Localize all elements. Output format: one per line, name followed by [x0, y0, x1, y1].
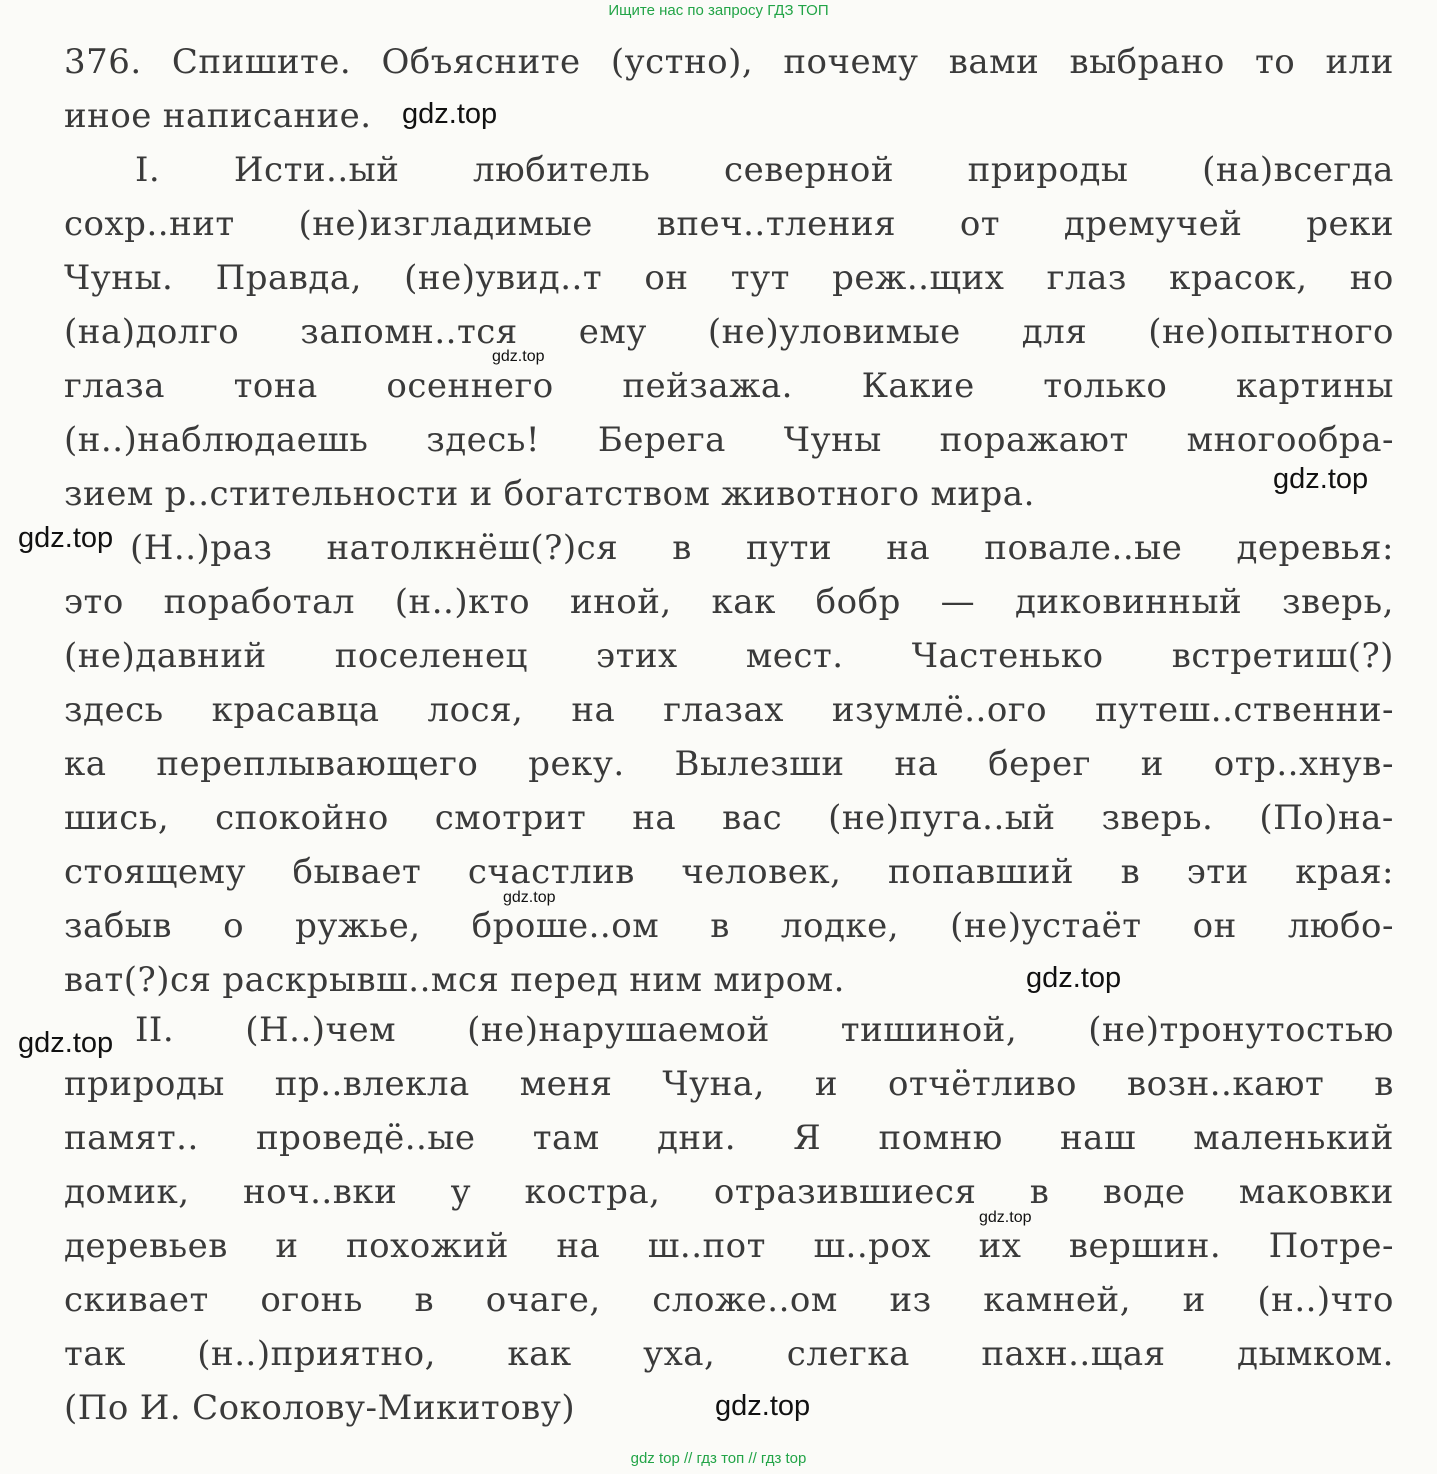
word: и: [814, 1064, 838, 1104]
word: иное: [64, 96, 152, 136]
word: маковки: [1238, 1172, 1394, 1212]
watermark: gdz.top: [492, 348, 545, 365]
word: из: [889, 1280, 932, 1320]
word: ружье,: [295, 906, 421, 946]
word: Чуны: [783, 420, 882, 460]
word: забыв: [64, 906, 172, 946]
word: попавший: [887, 852, 1075, 892]
search-hint-banner: Ищите нас по запросу ГДЗ ТОП: [608, 2, 829, 19]
word: дни.: [656, 1118, 737, 1158]
watermark: gdz.top: [18, 1027, 114, 1059]
word: как: [711, 582, 776, 622]
word: р..стительности: [164, 474, 459, 514]
text-line: [64, 845, 1394, 899]
word: иной,: [569, 582, 672, 622]
word: 376.: [64, 42, 142, 82]
word: красок,: [1169, 258, 1308, 298]
watermark: gdz.top: [715, 1390, 811, 1422]
watermark: gdz.top: [1026, 962, 1122, 994]
word: здесь!: [426, 420, 541, 460]
word: зверь,: [1282, 582, 1394, 622]
word: (н..)приятно,: [197, 1334, 436, 1374]
word: в: [414, 1280, 435, 1320]
word: очаге,: [485, 1280, 601, 1320]
word: как: [507, 1334, 572, 1374]
word: северной: [724, 150, 895, 190]
text-line: [64, 683, 1394, 737]
word: вами: [948, 42, 1040, 82]
word: костра,: [524, 1172, 661, 1212]
word: осеннего: [386, 366, 554, 406]
word: реку.: [528, 744, 625, 784]
word: наш: [1060, 1118, 1137, 1158]
word: вершин.: [1068, 1226, 1222, 1266]
word: похожий: [346, 1226, 509, 1266]
text-line: [64, 737, 1394, 791]
word: (Н..)чем: [245, 1010, 397, 1050]
word: берег: [988, 744, 1091, 784]
word: помню: [878, 1118, 1003, 1158]
word: выбрано: [1069, 42, 1225, 82]
word: I.: [135, 150, 161, 190]
word: это: [64, 582, 124, 622]
word: от: [959, 204, 1001, 244]
word: ка: [64, 744, 107, 784]
word: меня: [519, 1064, 613, 1104]
word: шись,: [64, 798, 170, 838]
text-line: [135, 1003, 1394, 1057]
word: (не)увид..т: [404, 258, 603, 298]
text-line: [64, 791, 1394, 845]
word: и: [469, 474, 493, 514]
word: мест.: [745, 636, 844, 676]
word: животного: [721, 474, 920, 514]
text-line: [64, 629, 1394, 683]
word: в: [1374, 1064, 1394, 1104]
word: так: [64, 1334, 126, 1374]
word: пути: [746, 528, 833, 568]
word: миром.: [713, 960, 845, 1000]
word: написание.: [162, 96, 372, 136]
word: реки: [1306, 204, 1394, 244]
word: но: [1349, 258, 1394, 298]
word: камней,: [983, 1280, 1131, 1320]
word: Чуна,: [662, 1064, 765, 1104]
word: (устно),: [610, 42, 754, 82]
word: любо-: [1287, 906, 1394, 946]
word: эти: [1186, 852, 1249, 892]
text-line: [64, 305, 1394, 359]
text-line: [130, 521, 1394, 575]
word: памят..: [64, 1118, 199, 1158]
word: деревья:: [1236, 528, 1394, 568]
word: вас: [722, 798, 783, 838]
word: ноч..вки: [242, 1172, 398, 1212]
word: сохр..нит: [64, 204, 235, 244]
word: Берега: [597, 420, 726, 460]
word: красавца: [211, 690, 380, 730]
word: повале..ые: [984, 528, 1183, 568]
word: проведё..ые: [255, 1118, 476, 1158]
word: на: [556, 1226, 601, 1266]
word: (н..)наблюдаешь: [64, 420, 369, 460]
word: домик,: [64, 1172, 190, 1212]
watermark: gdz.top: [979, 1209, 1032, 1226]
word: перед: [510, 960, 619, 1000]
word: у: [450, 1172, 472, 1212]
word: натолкнёш(?)ся: [326, 528, 619, 568]
word: этих: [596, 636, 678, 676]
word: для: [1021, 312, 1088, 352]
word: любитель: [473, 150, 651, 190]
word: зием: [64, 474, 154, 514]
word: (не)уловимые: [707, 312, 961, 352]
word: лодке,: [780, 906, 900, 946]
word: мира.: [930, 474, 1035, 514]
text-line: [64, 1219, 1394, 1273]
word: то: [1255, 42, 1296, 82]
word: на: [894, 744, 939, 784]
word: картины: [1236, 366, 1394, 406]
word: сложе..ом: [652, 1280, 838, 1320]
word: в: [1120, 852, 1141, 892]
word: И.: [139, 1388, 182, 1428]
watermark: gdz.top: [503, 889, 556, 906]
word: ш..пот: [647, 1226, 766, 1266]
word: спокойно: [215, 798, 389, 838]
word: поселенец: [334, 636, 528, 676]
word: глазах: [663, 690, 784, 730]
word: ш..рох: [813, 1226, 932, 1266]
word: на: [886, 528, 931, 568]
text-line: [64, 467, 1394, 521]
word: (не)пуга..ый: [828, 798, 1056, 838]
word: лося,: [427, 690, 524, 730]
word: переплывающего: [156, 744, 479, 784]
word: бывает: [292, 852, 422, 892]
word: ним: [629, 960, 703, 1000]
word: и: [1182, 1280, 1206, 1320]
word: зверь.: [1101, 798, 1214, 838]
word: и: [275, 1226, 299, 1266]
word: слегка: [786, 1334, 910, 1374]
word: на: [632, 798, 677, 838]
word: человек,: [681, 852, 842, 892]
word: бобр: [815, 582, 901, 622]
word: на: [571, 690, 616, 730]
word: (не)опытного: [1148, 312, 1394, 352]
watermark: gdz.top: [1273, 463, 1369, 495]
word: глаз: [1046, 258, 1127, 298]
word: отр..хнув-: [1213, 744, 1394, 784]
word: отчётливо: [887, 1064, 1077, 1104]
word: (Н..)раз: [130, 528, 273, 568]
word: поражают: [939, 420, 1129, 460]
word: поработал: [163, 582, 355, 622]
word: —: [940, 582, 976, 622]
word: богатством: [503, 474, 711, 514]
word: раскрывш..мся: [222, 960, 500, 1000]
word: Исти..ый: [233, 150, 400, 190]
word: уха,: [643, 1334, 716, 1374]
word: Потре-: [1268, 1226, 1394, 1266]
word: Правда,: [215, 258, 362, 298]
word: тишиной,: [840, 1010, 1018, 1050]
word: (По: [64, 1388, 129, 1428]
word: реж..щих: [832, 258, 1005, 298]
word: ват(?)ся: [64, 960, 212, 1000]
word: встретиш(?): [1171, 636, 1394, 676]
word: воде: [1102, 1172, 1186, 1212]
word: Вылезши: [674, 744, 845, 784]
text-line: [64, 89, 1394, 143]
word: (не)тронутостью: [1088, 1010, 1394, 1050]
word: или: [1325, 42, 1394, 82]
word: (не)изгладимые: [298, 204, 593, 244]
word: там: [532, 1118, 600, 1158]
word: Объясните: [381, 42, 581, 82]
word: в: [1029, 1172, 1050, 1212]
word: (н..)кто: [394, 582, 531, 622]
word: глаза: [64, 366, 165, 406]
word: края:: [1295, 852, 1394, 892]
text-line: [64, 1327, 1394, 1381]
word: (на)долго: [64, 312, 240, 352]
text-line: [64, 1111, 1394, 1165]
word: пр..влекла: [274, 1064, 470, 1104]
word: (на)всегда: [1202, 150, 1394, 190]
text-line: [64, 359, 1394, 413]
word: дремучей: [1063, 204, 1243, 244]
word: (не)давний: [64, 636, 267, 676]
word: смотрит: [434, 798, 587, 838]
text-line: [64, 35, 1394, 89]
word: отразившиеся: [713, 1172, 977, 1212]
word: пейзажа.: [622, 366, 793, 406]
word: диковинный: [1015, 582, 1243, 622]
watermark: gdz.top: [18, 522, 114, 554]
word: Частенько: [911, 636, 1104, 676]
word: природы: [64, 1064, 225, 1104]
word: изумлё..ого: [831, 690, 1048, 730]
word: дымком.: [1237, 1334, 1394, 1374]
text-line: [64, 1057, 1394, 1111]
word: Я: [793, 1118, 822, 1158]
word: путеш..ственни-: [1095, 690, 1394, 730]
text-line: [64, 575, 1394, 629]
word: Спишите.: [171, 42, 352, 82]
word: он: [1192, 906, 1237, 946]
word: природы: [967, 150, 1129, 190]
word: тут: [730, 258, 790, 298]
word: он: [644, 258, 689, 298]
word: запомн..тся: [300, 312, 518, 352]
word: впеч..тления: [656, 204, 897, 244]
footer-watermark: gdz top // гдз топ // гдз top: [630, 1450, 807, 1467]
word: ему: [578, 312, 647, 352]
text-line: [135, 143, 1394, 197]
text-line: [64, 251, 1394, 305]
word: (н..)что: [1257, 1280, 1394, 1320]
word: почему: [783, 42, 919, 82]
text-line: [64, 899, 1394, 953]
word: Соколову-Микитову): [192, 1388, 576, 1428]
word: (не)устаёт: [950, 906, 1142, 946]
word: Чуны.: [64, 258, 174, 298]
word: броше..ом: [471, 906, 660, 946]
text-line: [64, 197, 1394, 251]
word: огонь: [260, 1280, 363, 1320]
word: маленький: [1193, 1118, 1394, 1158]
word: деревьев: [64, 1226, 228, 1266]
word: их: [978, 1226, 1022, 1266]
word: многообра-: [1186, 420, 1394, 460]
word: стоящему: [64, 852, 246, 892]
word: II.: [135, 1010, 175, 1050]
text-line: [64, 953, 1394, 1007]
word: скивает: [64, 1280, 209, 1320]
word: (По)на-: [1259, 798, 1394, 838]
text-line: [64, 1273, 1394, 1327]
word: и: [1140, 744, 1164, 784]
word: тона: [233, 366, 318, 406]
word: (не)нарушаемой: [467, 1010, 770, 1050]
word: в: [672, 528, 692, 568]
word: здесь: [64, 690, 164, 730]
word: счастлив: [467, 852, 635, 892]
word: пахн..щая: [981, 1334, 1166, 1374]
text-line: [64, 1165, 1394, 1219]
word: возн..кают: [1126, 1064, 1325, 1104]
word: только: [1043, 366, 1168, 406]
text-line: [64, 413, 1394, 467]
watermark: gdz.top: [402, 98, 498, 130]
word: о: [223, 906, 245, 946]
word: Какие: [861, 366, 975, 406]
word: в: [710, 906, 730, 946]
